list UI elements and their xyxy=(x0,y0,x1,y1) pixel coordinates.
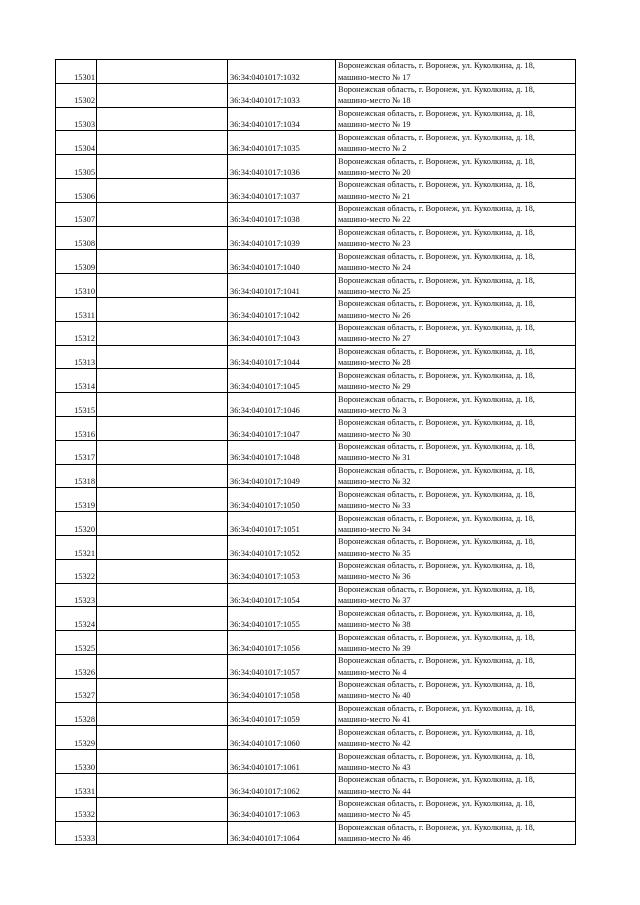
address-line-2: машино-место № 43 xyxy=(338,762,411,772)
cadastral-number-cell: 36:34:0401017:1061 xyxy=(228,750,336,774)
empty-cell xyxy=(97,416,228,440)
address-cell xyxy=(336,750,576,774)
address-cell xyxy=(336,583,576,607)
address-line-2: машино-место № 37 xyxy=(338,596,411,606)
address-line-2: машино-место № 4 xyxy=(338,667,407,677)
cadastral-number-cell: 36:34:0401017:1040 xyxy=(228,250,336,274)
address-line-2: машино-место № 40 xyxy=(338,691,411,701)
table-row xyxy=(56,750,576,774)
cadastral-number-cell: 36:34:0401017:1051 xyxy=(228,512,336,536)
cadastral-number-cell: 36:34:0401017:1046 xyxy=(228,393,336,417)
cadastral-number-cell: 36:34:0401017:1036 xyxy=(228,155,336,179)
address-cell xyxy=(336,559,576,583)
cadastral-number-cell: 36:34:0401017:1035 xyxy=(228,131,336,155)
address-line-2: машино-место № 34 xyxy=(338,524,411,534)
address-cell xyxy=(336,155,576,179)
row-number-cell: 15303 xyxy=(56,107,97,131)
table-row xyxy=(56,654,576,678)
cadastral-number-cell: 36:34:0401017:1033 xyxy=(228,83,336,107)
address-cell xyxy=(336,369,576,393)
address-line-2: машино-место № 3 xyxy=(338,405,407,415)
address-cell xyxy=(336,297,576,321)
cadastral-number-cell: 36:34:0401017:1045 xyxy=(228,369,336,393)
address-line-1: Воронежская область, г. Воронеж, ул. Куколкина, д. 18, xyxy=(338,680,535,690)
address-line-2: машино-место № 32 xyxy=(338,477,411,487)
empty-cell xyxy=(97,83,228,107)
table-row xyxy=(56,321,576,345)
cadastral-number-cell: 36:34:0401017:1037 xyxy=(228,178,336,202)
row-number-cell: 15308 xyxy=(56,226,97,250)
address-cell xyxy=(336,83,576,107)
row-number-cell: 15305 xyxy=(56,155,97,179)
empty-cell xyxy=(97,631,228,655)
address-line-2: машино-место № 29 xyxy=(338,381,411,391)
table-row xyxy=(56,250,576,274)
cadastral-number-cell: 36:34:0401017:1047 xyxy=(228,416,336,440)
address-cell xyxy=(336,416,576,440)
table-row xyxy=(56,535,576,559)
empty-cell xyxy=(97,226,228,250)
row-number-cell: 15330 xyxy=(56,750,97,774)
address-line-2: машино-место № 26 xyxy=(338,310,411,320)
address-cell xyxy=(336,131,576,155)
address-line-1: Воронежская область, г. Воронеж, ул. Куколкина, д. 18, xyxy=(338,251,535,261)
address-line-1: Воронежская область, г. Воронеж, ул. Куколкина, д. 18, xyxy=(338,513,535,523)
address-line-2: машино-место № 41 xyxy=(338,715,411,725)
address-line-2: машино-место № 39 xyxy=(338,643,411,653)
empty-cell xyxy=(97,107,228,131)
table-row xyxy=(56,702,576,726)
row-number-cell: 15324 xyxy=(56,607,97,631)
cadastral-number-cell: 36:34:0401017:1057 xyxy=(228,654,336,678)
table-row xyxy=(56,631,576,655)
row-number-cell: 15332 xyxy=(56,797,97,821)
address-cell xyxy=(336,464,576,488)
address-cell xyxy=(336,274,576,298)
cadastral-number-cell: 36:34:0401017:1052 xyxy=(228,535,336,559)
address-line-1: Воронежская область, г. Воронеж, ул. Куколкина, д. 18, xyxy=(338,632,535,642)
address-cell xyxy=(336,631,576,655)
cadastral-number-cell: 36:34:0401017:1055 xyxy=(228,607,336,631)
address-cell xyxy=(336,821,576,845)
empty-cell xyxy=(97,702,228,726)
cadastral-number-cell: 36:34:0401017:1060 xyxy=(228,726,336,750)
table-row xyxy=(56,773,576,797)
address-line-1: Воронежская область, г. Воронеж, ул. Куколкина, д. 18, xyxy=(338,418,535,428)
address-line-1: Воронежская область, г. Воронеж, ул. Куколкина, д. 18, xyxy=(338,775,535,785)
address-cell xyxy=(336,512,576,536)
row-number-cell: 15318 xyxy=(56,464,97,488)
table-row xyxy=(56,512,576,536)
address-line-2: машино-место № 28 xyxy=(338,358,411,368)
row-number-cell: 15304 xyxy=(56,131,97,155)
empty-cell xyxy=(97,369,228,393)
address-line-1: Воронежская область, г. Воронеж, ул. Куколкина, д. 18, xyxy=(338,656,535,666)
row-number-cell: 15325 xyxy=(56,631,97,655)
cadastral-number-cell: 36:34:0401017:1050 xyxy=(228,488,336,512)
empty-cell xyxy=(97,274,228,298)
address-line-2: машино-место № 44 xyxy=(338,786,411,796)
address-line-1: Воронежская область, г. Воронеж, ул. Куколкина, д. 18, xyxy=(338,108,535,118)
address-line-2: машино-место № 38 xyxy=(338,619,411,629)
table-row xyxy=(56,726,576,750)
cadastral-number-cell: 36:34:0401017:1038 xyxy=(228,202,336,226)
empty-cell xyxy=(97,821,228,845)
empty-cell xyxy=(97,750,228,774)
address-line-2: машино-место № 46 xyxy=(338,834,411,844)
row-number-cell: 15302 xyxy=(56,83,97,107)
table-row xyxy=(56,393,576,417)
address-line-1: Воронежская область, г. Воронеж, ул. Куколкина, д. 18, xyxy=(338,323,535,333)
address-line-1: Воронежская область, г. Воронеж, ул. Куколкина, д. 18, xyxy=(338,751,535,761)
address-cell xyxy=(336,226,576,250)
address-cell xyxy=(336,678,576,702)
address-cell xyxy=(336,202,576,226)
address-line-1: Воронежская область, г. Воронеж, ул. Куколкина, д. 18, xyxy=(338,132,535,142)
address-line-2: машино-место № 27 xyxy=(338,334,411,344)
table-row xyxy=(56,155,576,179)
empty-cell xyxy=(97,773,228,797)
row-number-cell: 15322 xyxy=(56,559,97,583)
empty-cell xyxy=(97,678,228,702)
cadastral-number-cell: 36:34:0401017:1064 xyxy=(228,821,336,845)
address-cell xyxy=(336,393,576,417)
cadastral-number-cell: 36:34:0401017:1058 xyxy=(228,678,336,702)
parking-spaces-table xyxy=(55,59,576,845)
empty-cell xyxy=(97,60,228,84)
row-number-cell: 15323 xyxy=(56,583,97,607)
address-line-1: Воронежская область, г. Воронеж, ул. Куколкина, д. 18, xyxy=(338,727,535,737)
table-row xyxy=(56,274,576,298)
address-cell xyxy=(336,702,576,726)
address-line-1: Воронежская область, г. Воронеж, ул. Куколкина, д. 18, xyxy=(338,61,535,71)
table-row xyxy=(56,297,576,321)
address-line-2: машино-место № 35 xyxy=(338,548,411,558)
address-cell xyxy=(336,250,576,274)
cadastral-number-cell: 36:34:0401017:1053 xyxy=(228,559,336,583)
empty-cell xyxy=(97,178,228,202)
address-line-1: Воронежская область, г. Воронеж, ул. Куколкина, д. 18, xyxy=(338,489,535,499)
table-row xyxy=(56,131,576,155)
address-cell xyxy=(336,321,576,345)
table-row xyxy=(56,345,576,369)
cadastral-number-cell: 36:34:0401017:1032 xyxy=(228,60,336,84)
cadastral-number-cell: 36:34:0401017:1059 xyxy=(228,702,336,726)
row-number-cell: 15312 xyxy=(56,321,97,345)
address-line-1: Воронежская область, г. Воронеж, ул. Куколкина, д. 18, xyxy=(338,537,535,547)
empty-cell xyxy=(97,797,228,821)
row-number-cell: 15307 xyxy=(56,202,97,226)
empty-cell xyxy=(97,345,228,369)
cadastral-number-cell: 36:34:0401017:1041 xyxy=(228,274,336,298)
address-line-1: Воронежская область, г. Воронеж, ул. Куколкина, д. 18, xyxy=(338,394,535,404)
cadastral-number-cell: 36:34:0401017:1054 xyxy=(228,583,336,607)
row-number-cell: 15319 xyxy=(56,488,97,512)
address-cell xyxy=(336,535,576,559)
empty-cell xyxy=(97,512,228,536)
address-line-2: машино-место № 2 xyxy=(338,143,407,153)
address-cell xyxy=(336,107,576,131)
row-number-cell: 15333 xyxy=(56,821,97,845)
row-number-cell: 15310 xyxy=(56,274,97,298)
row-number-cell: 15309 xyxy=(56,250,97,274)
empty-cell xyxy=(97,321,228,345)
cadastral-number-cell: 36:34:0401017:1043 xyxy=(228,321,336,345)
empty-cell xyxy=(97,559,228,583)
table-row xyxy=(56,202,576,226)
address-line-1: Воронежская область, г. Воронеж, ул. Куколкина, д. 18, xyxy=(338,608,535,618)
table-row xyxy=(56,678,576,702)
address-cell xyxy=(336,654,576,678)
address-cell xyxy=(336,488,576,512)
address-line-1: Воронежская область, г. Воронеж, ул. Куколкина, д. 18, xyxy=(338,180,535,190)
address-line-1: Воронежская область, г. Воронеж, ул. Куколкина, д. 18, xyxy=(338,561,535,571)
address-line-2: машино-место № 31 xyxy=(338,453,411,463)
address-cell xyxy=(336,797,576,821)
address-line-2: машино-место № 18 xyxy=(338,96,411,106)
empty-cell xyxy=(97,131,228,155)
address-line-1: Воронежская область, г. Воронеж, ул. Куколкина, д. 18, xyxy=(338,156,535,166)
empty-cell xyxy=(97,488,228,512)
table-row xyxy=(56,416,576,440)
table-row xyxy=(56,369,576,393)
address-line-2: машино-место № 42 xyxy=(338,738,411,748)
row-number-cell: 15311 xyxy=(56,297,97,321)
row-number-cell: 15331 xyxy=(56,773,97,797)
address-line-1: Воронежская область, г. Воронеж, ул. Куколкина, д. 18, xyxy=(338,204,535,214)
address-line-2: машино-место № 25 xyxy=(338,286,411,296)
address-line-2: машино-место № 45 xyxy=(338,810,411,820)
table-row xyxy=(56,583,576,607)
cadastral-number-cell: 36:34:0401017:1044 xyxy=(228,345,336,369)
cadastral-number-cell: 36:34:0401017:1034 xyxy=(228,107,336,131)
document-page xyxy=(55,59,576,845)
table-row xyxy=(56,821,576,845)
address-cell xyxy=(336,60,576,84)
empty-cell xyxy=(97,393,228,417)
row-number-cell: 15306 xyxy=(56,178,97,202)
row-number-cell: 15326 xyxy=(56,654,97,678)
row-number-cell: 15328 xyxy=(56,702,97,726)
cadastral-number-cell: 36:34:0401017:1063 xyxy=(228,797,336,821)
cadastral-number-cell: 36:34:0401017:1039 xyxy=(228,226,336,250)
address-line-1: Воронежская область, г. Воронеж, ул. Куколкина, д. 18, xyxy=(338,442,535,452)
address-line-1: Воронежская область, г. Воронеж, ул. Куколкина, д. 18, xyxy=(338,370,535,380)
table-row xyxy=(56,226,576,250)
empty-cell xyxy=(97,726,228,750)
table-row xyxy=(56,178,576,202)
table-row xyxy=(56,107,576,131)
address-cell xyxy=(336,345,576,369)
address-line-2: машино-место № 24 xyxy=(338,262,411,272)
address-line-2: машино-место № 21 xyxy=(338,191,411,201)
address-cell xyxy=(336,726,576,750)
address-line-2: машино-место № 19 xyxy=(338,120,411,130)
row-number-cell: 15321 xyxy=(56,535,97,559)
table-row xyxy=(56,60,576,84)
empty-cell xyxy=(97,250,228,274)
table-row xyxy=(56,440,576,464)
address-line-2: машино-место № 33 xyxy=(338,500,411,510)
address-line-2: машино-место № 20 xyxy=(338,167,411,177)
address-line-2: машино-место № 30 xyxy=(338,429,411,439)
empty-cell xyxy=(97,464,228,488)
cadastral-number-cell: 36:34:0401017:1056 xyxy=(228,631,336,655)
cadastral-number-cell: 36:34:0401017:1062 xyxy=(228,773,336,797)
empty-cell xyxy=(97,583,228,607)
address-line-2: машино-место № 36 xyxy=(338,572,411,582)
row-number-cell: 15317 xyxy=(56,440,97,464)
row-number-cell: 15314 xyxy=(56,369,97,393)
address-line-2: машино-место № 23 xyxy=(338,239,411,249)
address-cell xyxy=(336,607,576,631)
empty-cell xyxy=(97,202,228,226)
address-line-2: машино-место № 17 xyxy=(338,72,411,82)
cadastral-number-cell: 36:34:0401017:1048 xyxy=(228,440,336,464)
address-line-1: Воронежская область, г. Воронеж, ул. Куколкина, д. 18, xyxy=(338,703,535,713)
address-line-1: Воронежская область, г. Воронеж, ул. Куколкина, д. 18, xyxy=(338,346,535,356)
address-line-1: Воронежская область, г. Воронеж, ул. Куколкина, д. 18, xyxy=(338,584,535,594)
empty-cell xyxy=(97,654,228,678)
table-row xyxy=(56,83,576,107)
address-line-1: Воронежская область, г. Воронеж, ул. Куколкина, д. 18, xyxy=(338,227,535,237)
row-number-cell: 15329 xyxy=(56,726,97,750)
address-line-1: Воронежская область, г. Воронеж, ул. Куколкина, д. 18, xyxy=(338,275,535,285)
address-cell xyxy=(336,440,576,464)
cadastral-number-cell: 36:34:0401017:1049 xyxy=(228,464,336,488)
table-row xyxy=(56,607,576,631)
row-number-cell: 15301 xyxy=(56,60,97,84)
address-line-1: Воронежская область, г. Воронеж, ул. Куколкина, д. 18, xyxy=(338,465,535,475)
row-number-cell: 15327 xyxy=(56,678,97,702)
address-line-1: Воронежская область, г. Воронеж, ул. Куколкина, д. 18, xyxy=(338,799,535,809)
row-number-cell: 15316 xyxy=(56,416,97,440)
address-line-1: Воронежская область, г. Воронеж, ул. Куколкина, д. 18, xyxy=(338,85,535,95)
empty-cell xyxy=(97,535,228,559)
table-row xyxy=(56,488,576,512)
cadastral-number-cell: 36:34:0401017:1042 xyxy=(228,297,336,321)
address-line-1: Воронежская область, г. Воронеж, ул. Куколкина, д. 18, xyxy=(338,299,535,309)
empty-cell xyxy=(97,607,228,631)
table-body xyxy=(56,60,576,845)
row-number-cell: 15315 xyxy=(56,393,97,417)
address-line-1: Воронежская область, г. Воронеж, ул. Куколкина, д. 18, xyxy=(338,822,535,832)
address-line-2: машино-место № 22 xyxy=(338,215,411,225)
empty-cell xyxy=(97,297,228,321)
table-row xyxy=(56,797,576,821)
row-number-cell: 15313 xyxy=(56,345,97,369)
empty-cell xyxy=(97,155,228,179)
table-row xyxy=(56,464,576,488)
address-cell xyxy=(336,178,576,202)
address-cell xyxy=(336,773,576,797)
table-row xyxy=(56,559,576,583)
row-number-cell: 15320 xyxy=(56,512,97,536)
empty-cell xyxy=(97,440,228,464)
